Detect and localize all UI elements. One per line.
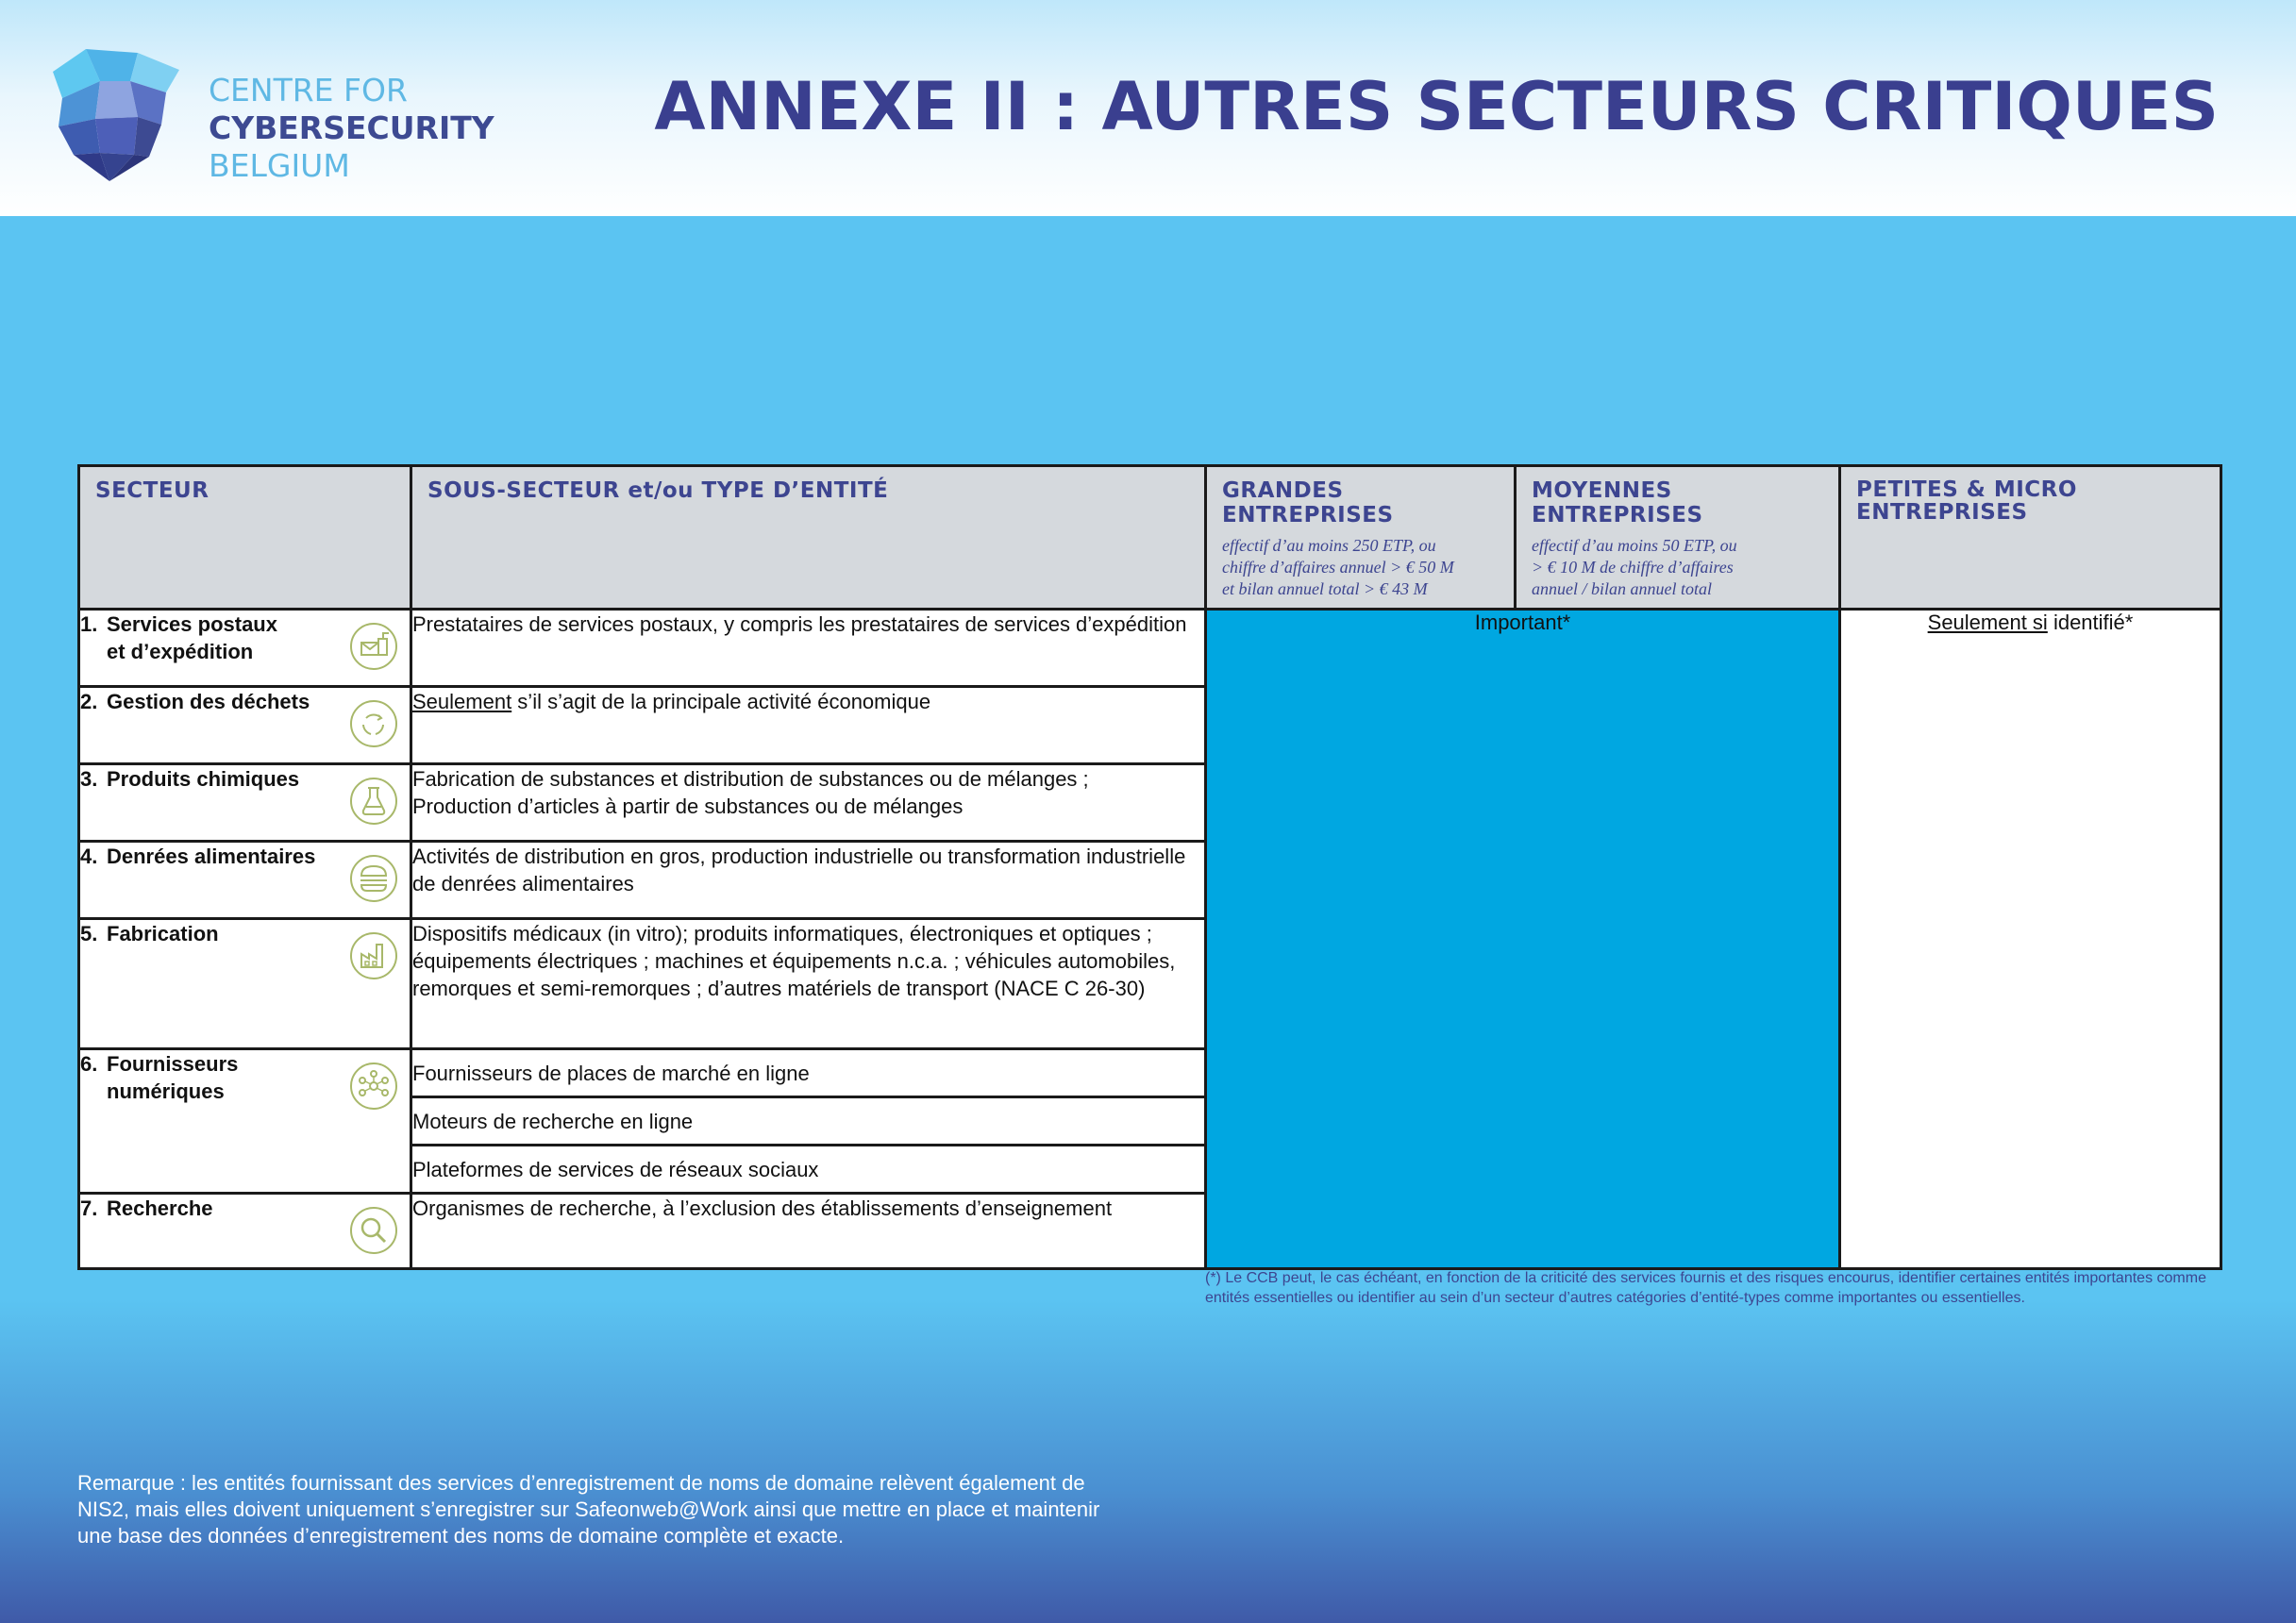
- factory-icon: [349, 931, 398, 980]
- moyennes-criteria: effectif d’au moins 50 ETP, ou > € 10 M de chiffre d’affaires annuel / bilan annuel total: [1532, 536, 1737, 598]
- sector-cell: 7. Recherche: [79, 1194, 411, 1269]
- subsector-cell: Plateformes de services de réseaux sociaux: [411, 1146, 1206, 1194]
- logo-line-1: CENTRE FOR: [209, 72, 408, 109]
- logo-line-3: BELGIUM: [209, 147, 350, 184]
- subsector-cell: Moteurs de recherche en ligne: [411, 1097, 1206, 1146]
- header-moyennes: MOYENNES ENTREPRISES effectif d’au moins 50 ETP, ou > € 10 M de chiffre d’affaires annuel / bilan annuel total: [1516, 466, 1840, 610]
- sector-cell: 6. Fournisseurs numériques: [79, 1049, 411, 1194]
- header-grandes: GRANDES ENTREPRISES effectif d’au moins 250 ETP, ou chiffre d’affaires annuel > € 50 M et bilan annuel total > € 43 M: [1206, 466, 1516, 610]
- subsector-cell: Fabrication de substances et distribution de substances ou de mélanges ; Production d’articles à partir de substances ou de mélanges: [411, 764, 1206, 842]
- subsector-cell: Seulement s’il s’agit de la principale activité économique: [411, 687, 1206, 764]
- table-header-row: [79, 466, 2221, 610]
- flask-icon: [349, 777, 398, 826]
- ccb-logo-icon: [43, 43, 185, 185]
- magnifier-icon: [349, 1206, 398, 1255]
- mailbox-icon: [349, 622, 398, 671]
- subsector-cell: Dispositifs médicaux (in vitro); produits informatiques, électroniques et optiques ; équipements électriques ; machines et équipements n.c.a. ; véhicules automobiles, remorques et semi-remorques ; d’autres matériels de transport (NACE C 26-30): [411, 919, 1206, 1049]
- subsector-cell: Organismes de recherche, à l’exclusion des établissements d’enseignement: [411, 1194, 1206, 1269]
- sector-cell: 1. Services postaux et d’expédition: [79, 610, 411, 687]
- header-petites: PETITES & MICRO ENTREPRISES: [1840, 466, 2221, 610]
- table-row: [79, 610, 2221, 687]
- header-sous-secteur: SOUS-SECTEUR et/ou TYPE D’ENTITÉ: [411, 466, 1206, 610]
- sector-cell: 4. Denrées alimentaires: [79, 842, 411, 919]
- sector-cell: 2. Gestion des déchets: [79, 687, 411, 764]
- burger-icon: [349, 854, 398, 903]
- sectors-table: [77, 464, 2222, 1270]
- logo-text: [209, 72, 494, 185]
- footnote: (*) Le CCB peut, le cas échéant, en fonction de la criticité des services fournis et des risques encourus, identifier certaines entités importantes comme entités essentielles ou identifier au sein d’un secteur d’autres catégories d’entité-types comme importantes ou essentielles.: [1205, 1270, 2206, 1306]
- recycle-icon: [349, 699, 398, 748]
- page-header: [0, 0, 2296, 216]
- sector-cell: 5. Fabrication: [79, 919, 411, 1049]
- network-icon: [349, 1062, 398, 1111]
- grandes-criteria: effectif d’au moins 250 ETP, ou chiffre d’affaires annuel > € 50 M et bilan annuel total > € 43 M: [1222, 536, 1454, 598]
- subsector-cell: Fournisseurs de places de marché en ligne: [411, 1049, 1206, 1097]
- small-enterprise-cell: Seulement si identifié*: [1840, 610, 2221, 1269]
- page-title: ANNEXE II : AUTRES SECTEURS CRITIQUES: [654, 68, 2219, 145]
- subsector-cell: Activités de distribution en gros, production industrielle ou transformation industrielle de denrées alimentaires: [411, 842, 1206, 919]
- header-secteur: SECTEUR: [79, 466, 411, 610]
- important-cell: Important*: [1206, 610, 1840, 1269]
- logo-line-2: CYBERSECURITY: [209, 109, 494, 146]
- sector-cell: 3. Produits chimiques: [79, 764, 411, 842]
- remark-text: Remarque : les entités fournissant des services d’enregistrement de noms de domaine relèvent également de NIS2, mais elles doivent uniquement s’enregistrer sur Safeonweb@Work ainsi que mettre en place et maintenir une base des données d’enregistrement des noms de domaine complète et exacte.: [77, 1471, 1100, 1548]
- subsector-cell: Prestataires de services postaux, y compris les prestataires de services d’expédition: [411, 610, 1206, 687]
